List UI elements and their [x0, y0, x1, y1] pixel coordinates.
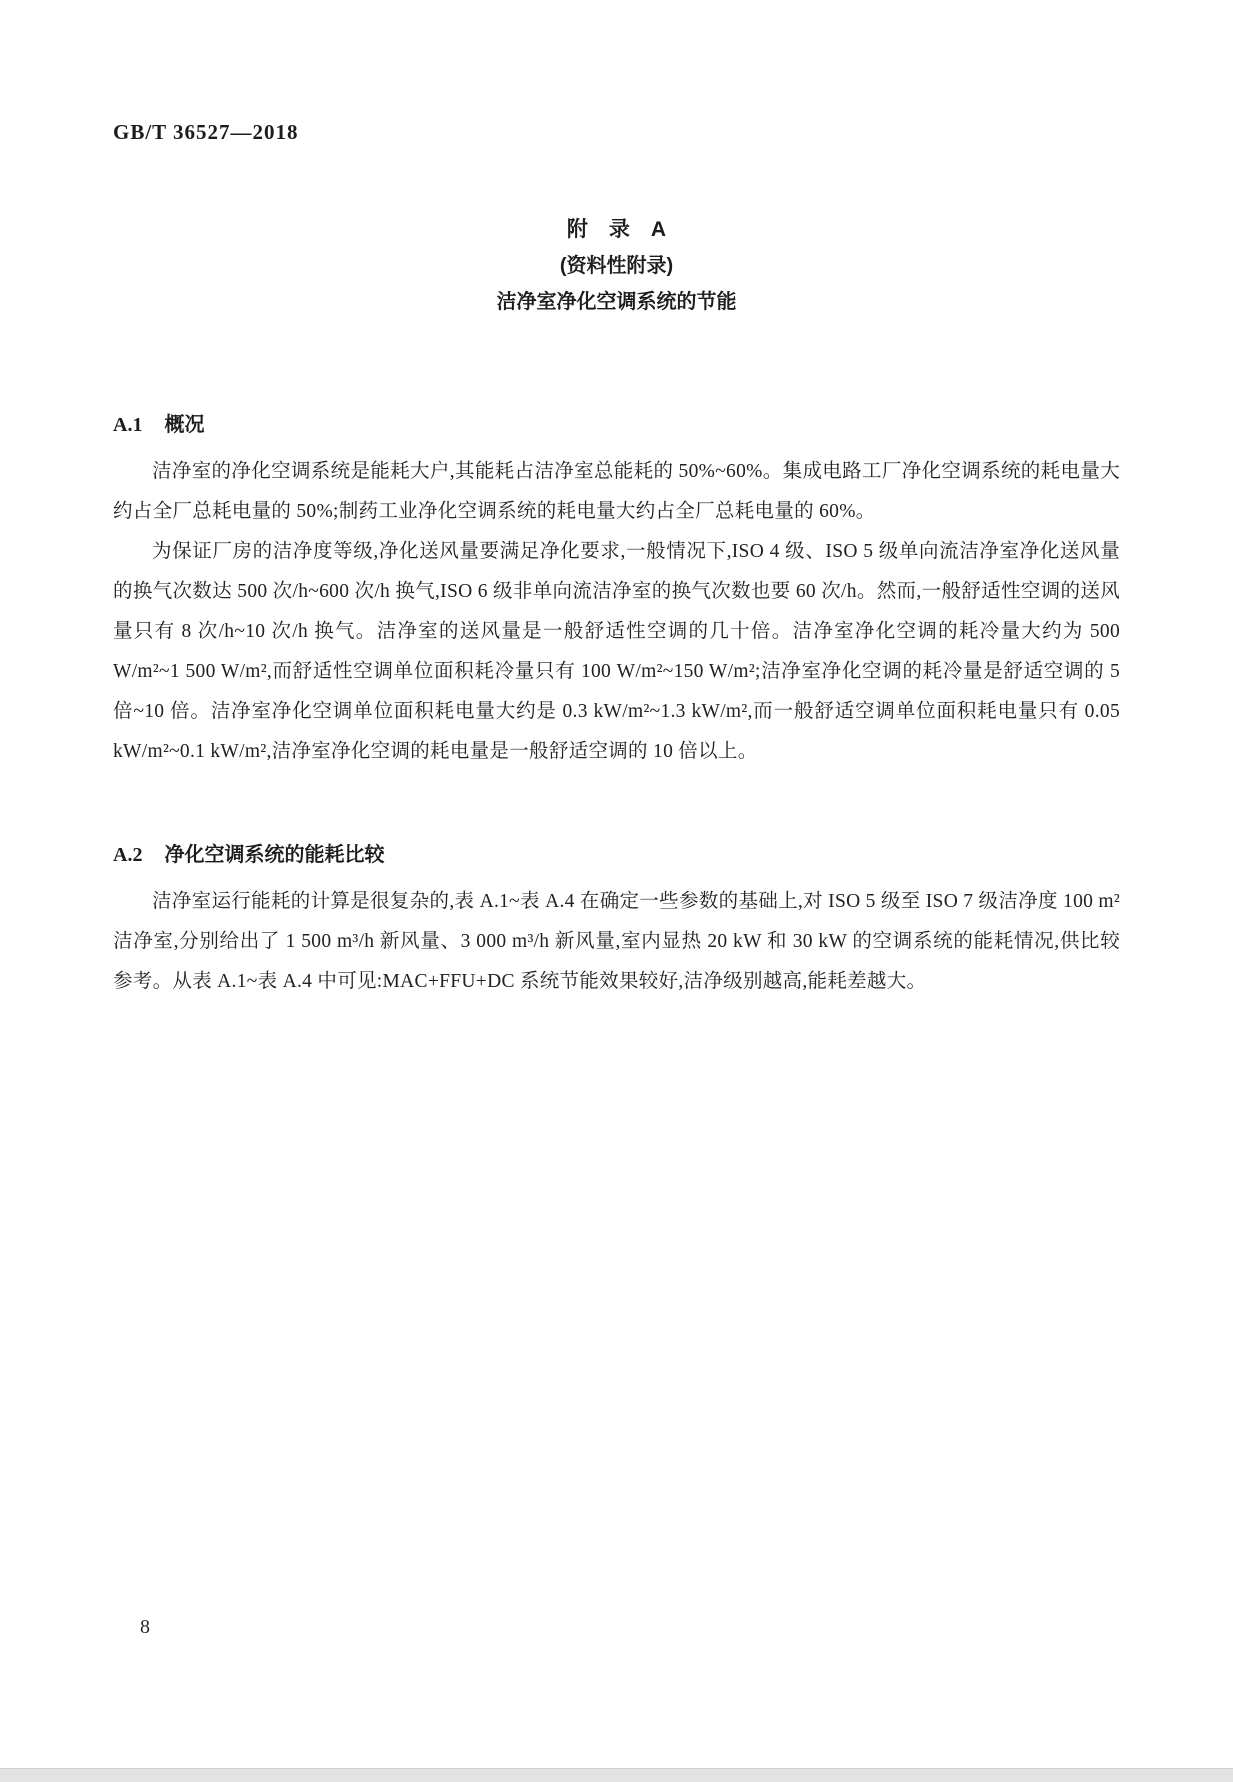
section-a2-number: A.2 [113, 844, 143, 866]
paragraph: 洁净室运行能耗的计算是很复杂的,表 A.1~表 A.4 在确定一些参数的基础上,对 ISO 5 级至 ISO 7 级洁净度 100 m² 洁净室,分别给出了 1 500 m³/h 新风量、3 000 m³/h 新风量,室内显热 20 kW 和 30 kW 的空调系统的能耗情况,供比较参考。从表 A.1~表 A.4 中可见:MAC+FFU+DC 系统节能效果较好,洁净级别越高,能耗差越大。 [113, 891, 1120, 992]
appendix-title-block [0, 212, 1233, 320]
section-a2-body [113, 882, 1120, 1002]
section-a1-body [113, 452, 1120, 772]
section-a1-title: 概况 [164, 414, 205, 436]
section-a1-heading [113, 408, 1120, 437]
appendix-subtitle: (资料性附录) [559, 255, 674, 277]
paragraph: 为保证厂房的洁净度等级,净化送风量要满足净化要求,一般情况下,ISO 4 级、ISO 5 级单向流洁净室净化送风量的换气次数达 500 次/h~600 次/h 换气,ISO 6 级非单向流洁净室的换气次数也要 60 次/h。然而,一般舒适性空调的送风量只有 8 次/h~10 次/h 换气。洁净室的送风量是一般舒适性空调的几十倍。洁净室净化空调的耗冷量大约为 500 W/m²~1 500 W/m²,而舒适性空调单位面积耗冷量只有 100 W/m²~150 W/m²;洁净室净化空调的耗冷量是舒适空调的 5 倍~10 倍。洁净室净化空调单位面积耗电量大约是 0.3 kW/m²~1.3 kW/m²,而一般舒适空调单位面积耗电量只有 0.05 kW/m²~0.1 kW/m²,洁净室净化空调的耗电量是一般舒适空调的 10 倍以上。 [113, 541, 1120, 762]
section-a2-title: 净化空调系统的能耗比较 [164, 844, 385, 866]
page-number: 8 [140, 1616, 150, 1638]
section-a1-number: A.1 [113, 414, 143, 436]
appendix-title: 附 录 A [566, 218, 667, 241]
appendix-heading: 洁净室净化空调系统的节能 [496, 291, 737, 313]
section-a2-heading [113, 838, 1120, 867]
scan-bottom-edge [0, 1768, 1233, 1782]
standard-number: GB/T 36527—2018 [113, 120, 299, 144]
paragraph: 洁净室的净化空调系统是能耗大户,其能耗占洁净室总能耗的 50%~60%。集成电路工厂净化空调系统的耗电量大约占全厂总耗电量的 50%;制药工业净化空调系统的耗电量大约占全厂总耗电量的 60%。 [113, 461, 1120, 522]
